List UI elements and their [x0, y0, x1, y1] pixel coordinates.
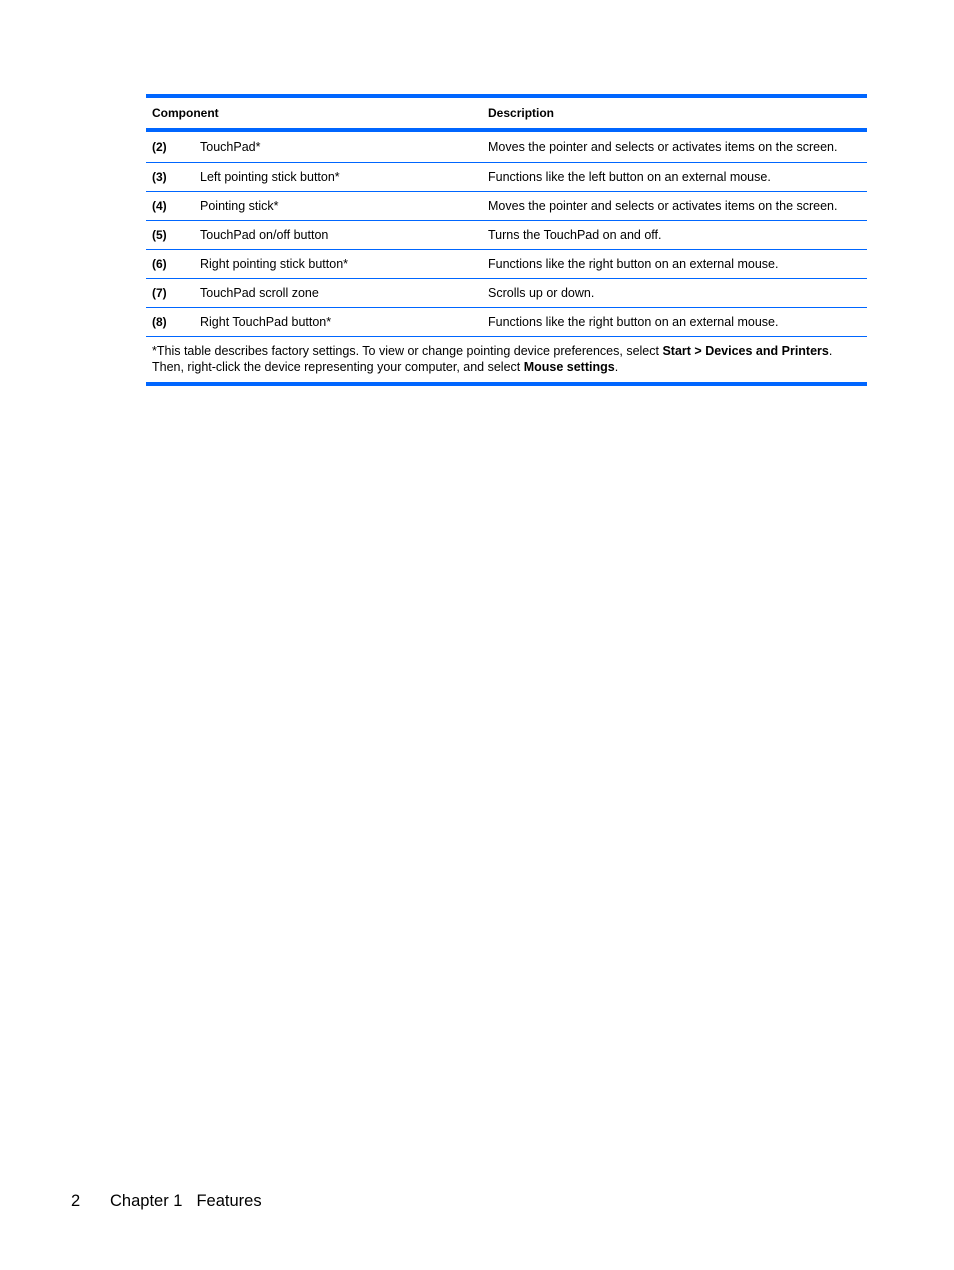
- header-column-divider: [482, 98, 483, 128]
- page-number: 2: [71, 1192, 81, 1210]
- table-row: [146, 308, 867, 337]
- row-description: Moves the pointer and selects or activates items on the screen.: [488, 199, 838, 213]
- row-description: Turns the TouchPad on and off.: [488, 228, 662, 242]
- page-footer: [71, 1192, 262, 1211]
- row-number: (3): [152, 170, 167, 184]
- footnote-text-3: .: [614, 360, 619, 374]
- table-header-row: [146, 98, 867, 128]
- table-bottom-rule: [146, 382, 867, 386]
- row-number: (2): [152, 140, 167, 154]
- table-row: [146, 250, 867, 279]
- row-component: TouchPad scroll zone: [200, 286, 319, 300]
- header-description: Description: [488, 106, 555, 120]
- section-label: Features: [196, 1192, 262, 1210]
- row-component: Right TouchPad button*: [200, 315, 332, 329]
- row-number: (6): [152, 257, 167, 271]
- footnote-text-1: *This table describes factory settings. To view or change pointing device preferences, select: [152, 344, 663, 358]
- header-component: Component: [152, 106, 219, 120]
- table-row: [146, 192, 867, 221]
- components-table: [146, 94, 867, 386]
- footnote-mouse-settings: Mouse settings: [523, 360, 615, 374]
- row-description: Functions like the right button on an external mouse.: [488, 257, 779, 271]
- table-body: [146, 132, 867, 337]
- table-row: [146, 132, 867, 163]
- row-component: TouchPad*: [200, 140, 261, 154]
- row-component: Left pointing stick button*: [200, 170, 340, 184]
- row-description: Scrolls up or down.: [488, 286, 595, 300]
- row-description: Functions like the left button on an external mouse.: [488, 170, 771, 184]
- table-row: [146, 163, 867, 192]
- table-row: [146, 279, 867, 308]
- table-row: [146, 221, 867, 250]
- row-component: Pointing stick*: [200, 199, 279, 213]
- row-component: Right pointing stick button*: [200, 257, 349, 271]
- table-footnote: [146, 337, 867, 382]
- footnote-path-start-devices: Start > Devices and Printers: [662, 344, 829, 358]
- footnote-text-2: . Then, right-click the device representing your computer, and select: [152, 344, 833, 374]
- row-number: (5): [152, 228, 167, 242]
- row-number: (4): [152, 199, 167, 213]
- row-description: Moves the pointer and selects or activates items on the screen.: [488, 140, 838, 154]
- row-component: TouchPad on/off button: [200, 228, 329, 242]
- chapter-label: Chapter 1: [110, 1192, 183, 1210]
- row-number: (7): [152, 286, 167, 300]
- row-description: Functions like the right button on an external mouse.: [488, 315, 779, 329]
- row-number: (8): [152, 315, 167, 329]
